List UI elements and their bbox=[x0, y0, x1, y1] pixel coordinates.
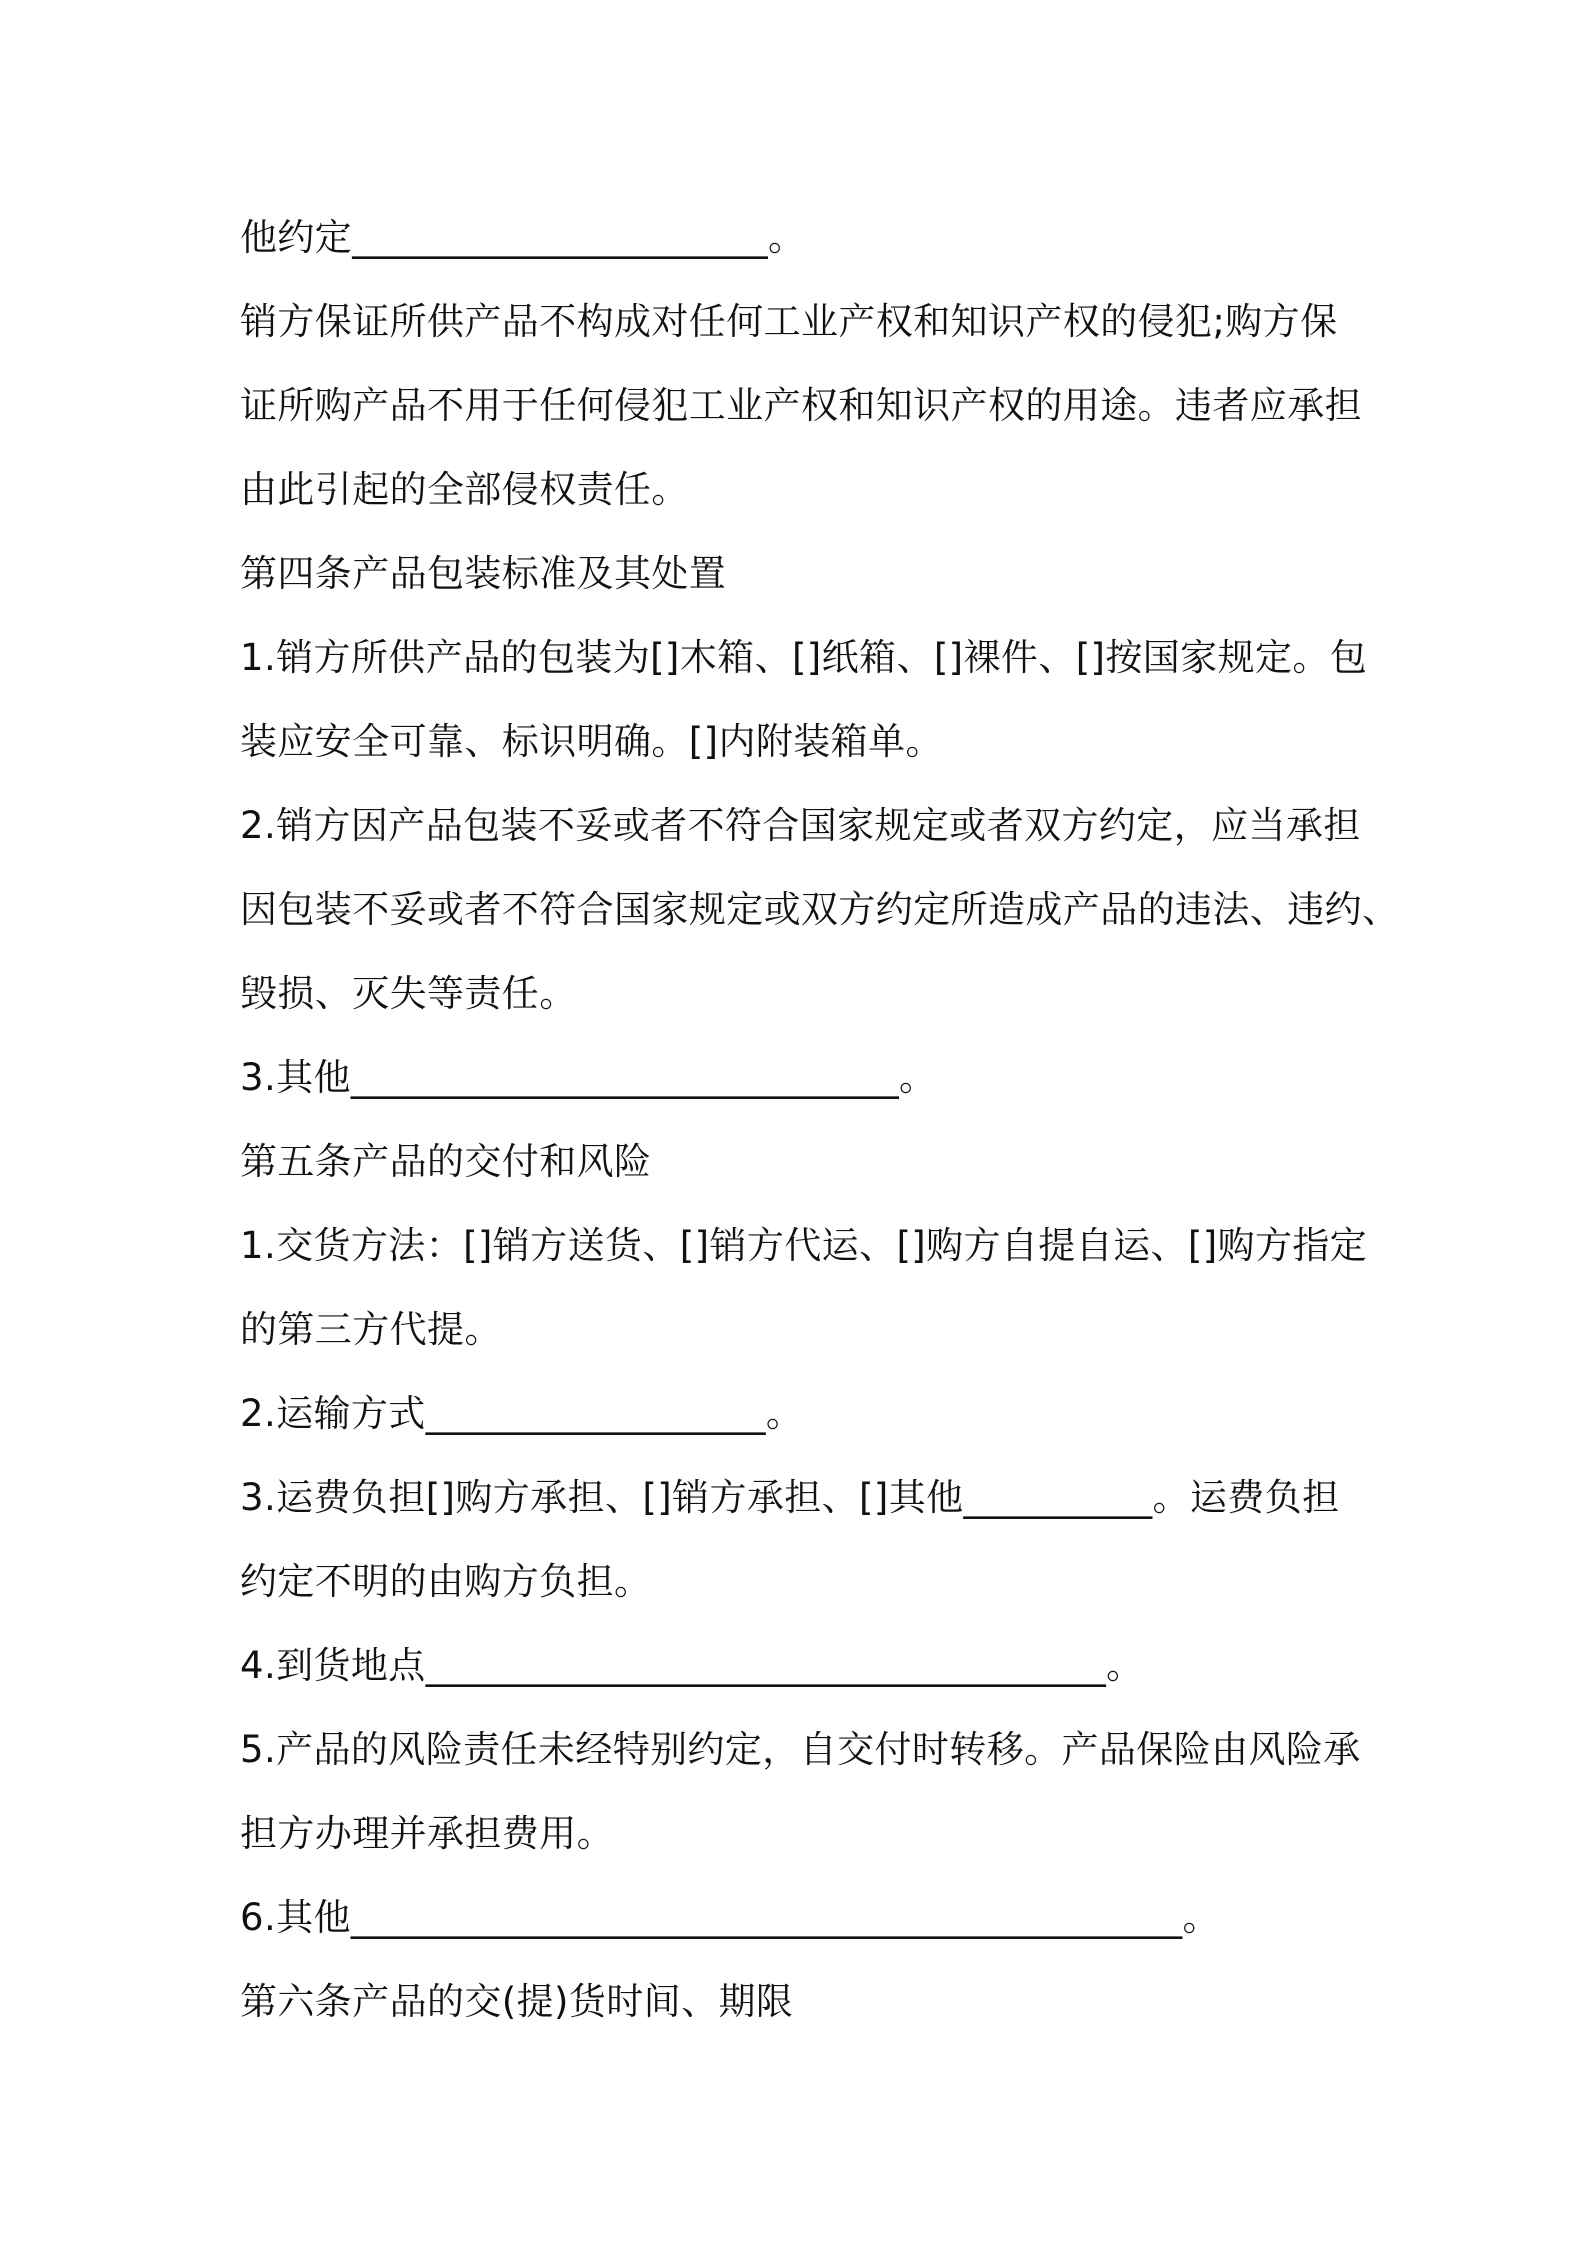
text-line: 他约定______________________。 bbox=[240, 216, 806, 259]
text-line: 1.交货方法：[]销方送货、[]销方代运、[]购方自提自运、[]购方指定 bbox=[240, 1224, 1368, 1267]
text-line: 2.销方因产品包装不妥或者不符合国家规定或者双方约定，应当承担 bbox=[240, 804, 1361, 847]
text-line: 6.其他____________________________________________。 bbox=[240, 1896, 1220, 1939]
text-line: 担方办理并承担费用。 bbox=[240, 1812, 614, 1855]
text-line: 装应安全可靠、标识明确。[]内附装箱单。 bbox=[240, 720, 943, 763]
document-body bbox=[240, 196, 1400, 2044]
text-line: 1.销方所供产品的包装为[]木箱、[]纸箱、[]裸件、[]按国家规定。包 bbox=[240, 636, 1368, 679]
text-line: 2.运输方式__________________。 bbox=[240, 1392, 804, 1435]
section-heading: 第五条产品的交付和风险 bbox=[240, 1140, 652, 1183]
section-heading: 第六条产品的交(提)货时间、期限 bbox=[240, 1980, 794, 2023]
text-line: 4.到货地点____________________________________。 bbox=[240, 1644, 1144, 1687]
text-line: 约定不明的由购方负担。 bbox=[240, 1560, 652, 1603]
section-heading: 第四条产品包装标准及其处置 bbox=[240, 552, 727, 595]
text-line: 因包装不妥或者不符合国家规定或双方约定所造成产品的违法、违约、 bbox=[240, 888, 1400, 931]
text-line: 销方保证所供产品不构成对任何工业产权和知识产权的侵犯;购方保 bbox=[240, 300, 1338, 343]
text-line: 5.产品的风险责任未经特别约定，自交付时转移。产品保险由风险承 bbox=[240, 1728, 1361, 1771]
text-line: 3.其他_____________________________。 bbox=[240, 1056, 937, 1099]
text-line: 证所购产品不用于任何侵犯工业产权和知识产权的用途。违者应承担 bbox=[240, 384, 1362, 427]
text-line: 3.运费负担[]购方承担、[]销方承担、[]其他__________。运费负担 bbox=[240, 1476, 1340, 1519]
text-line: 的第三方代提。 bbox=[240, 1308, 502, 1351]
text-line: 由此引起的全部侵权责任。 bbox=[240, 468, 689, 511]
text-line: 毁损、灭失等责任。 bbox=[240, 972, 577, 1015]
